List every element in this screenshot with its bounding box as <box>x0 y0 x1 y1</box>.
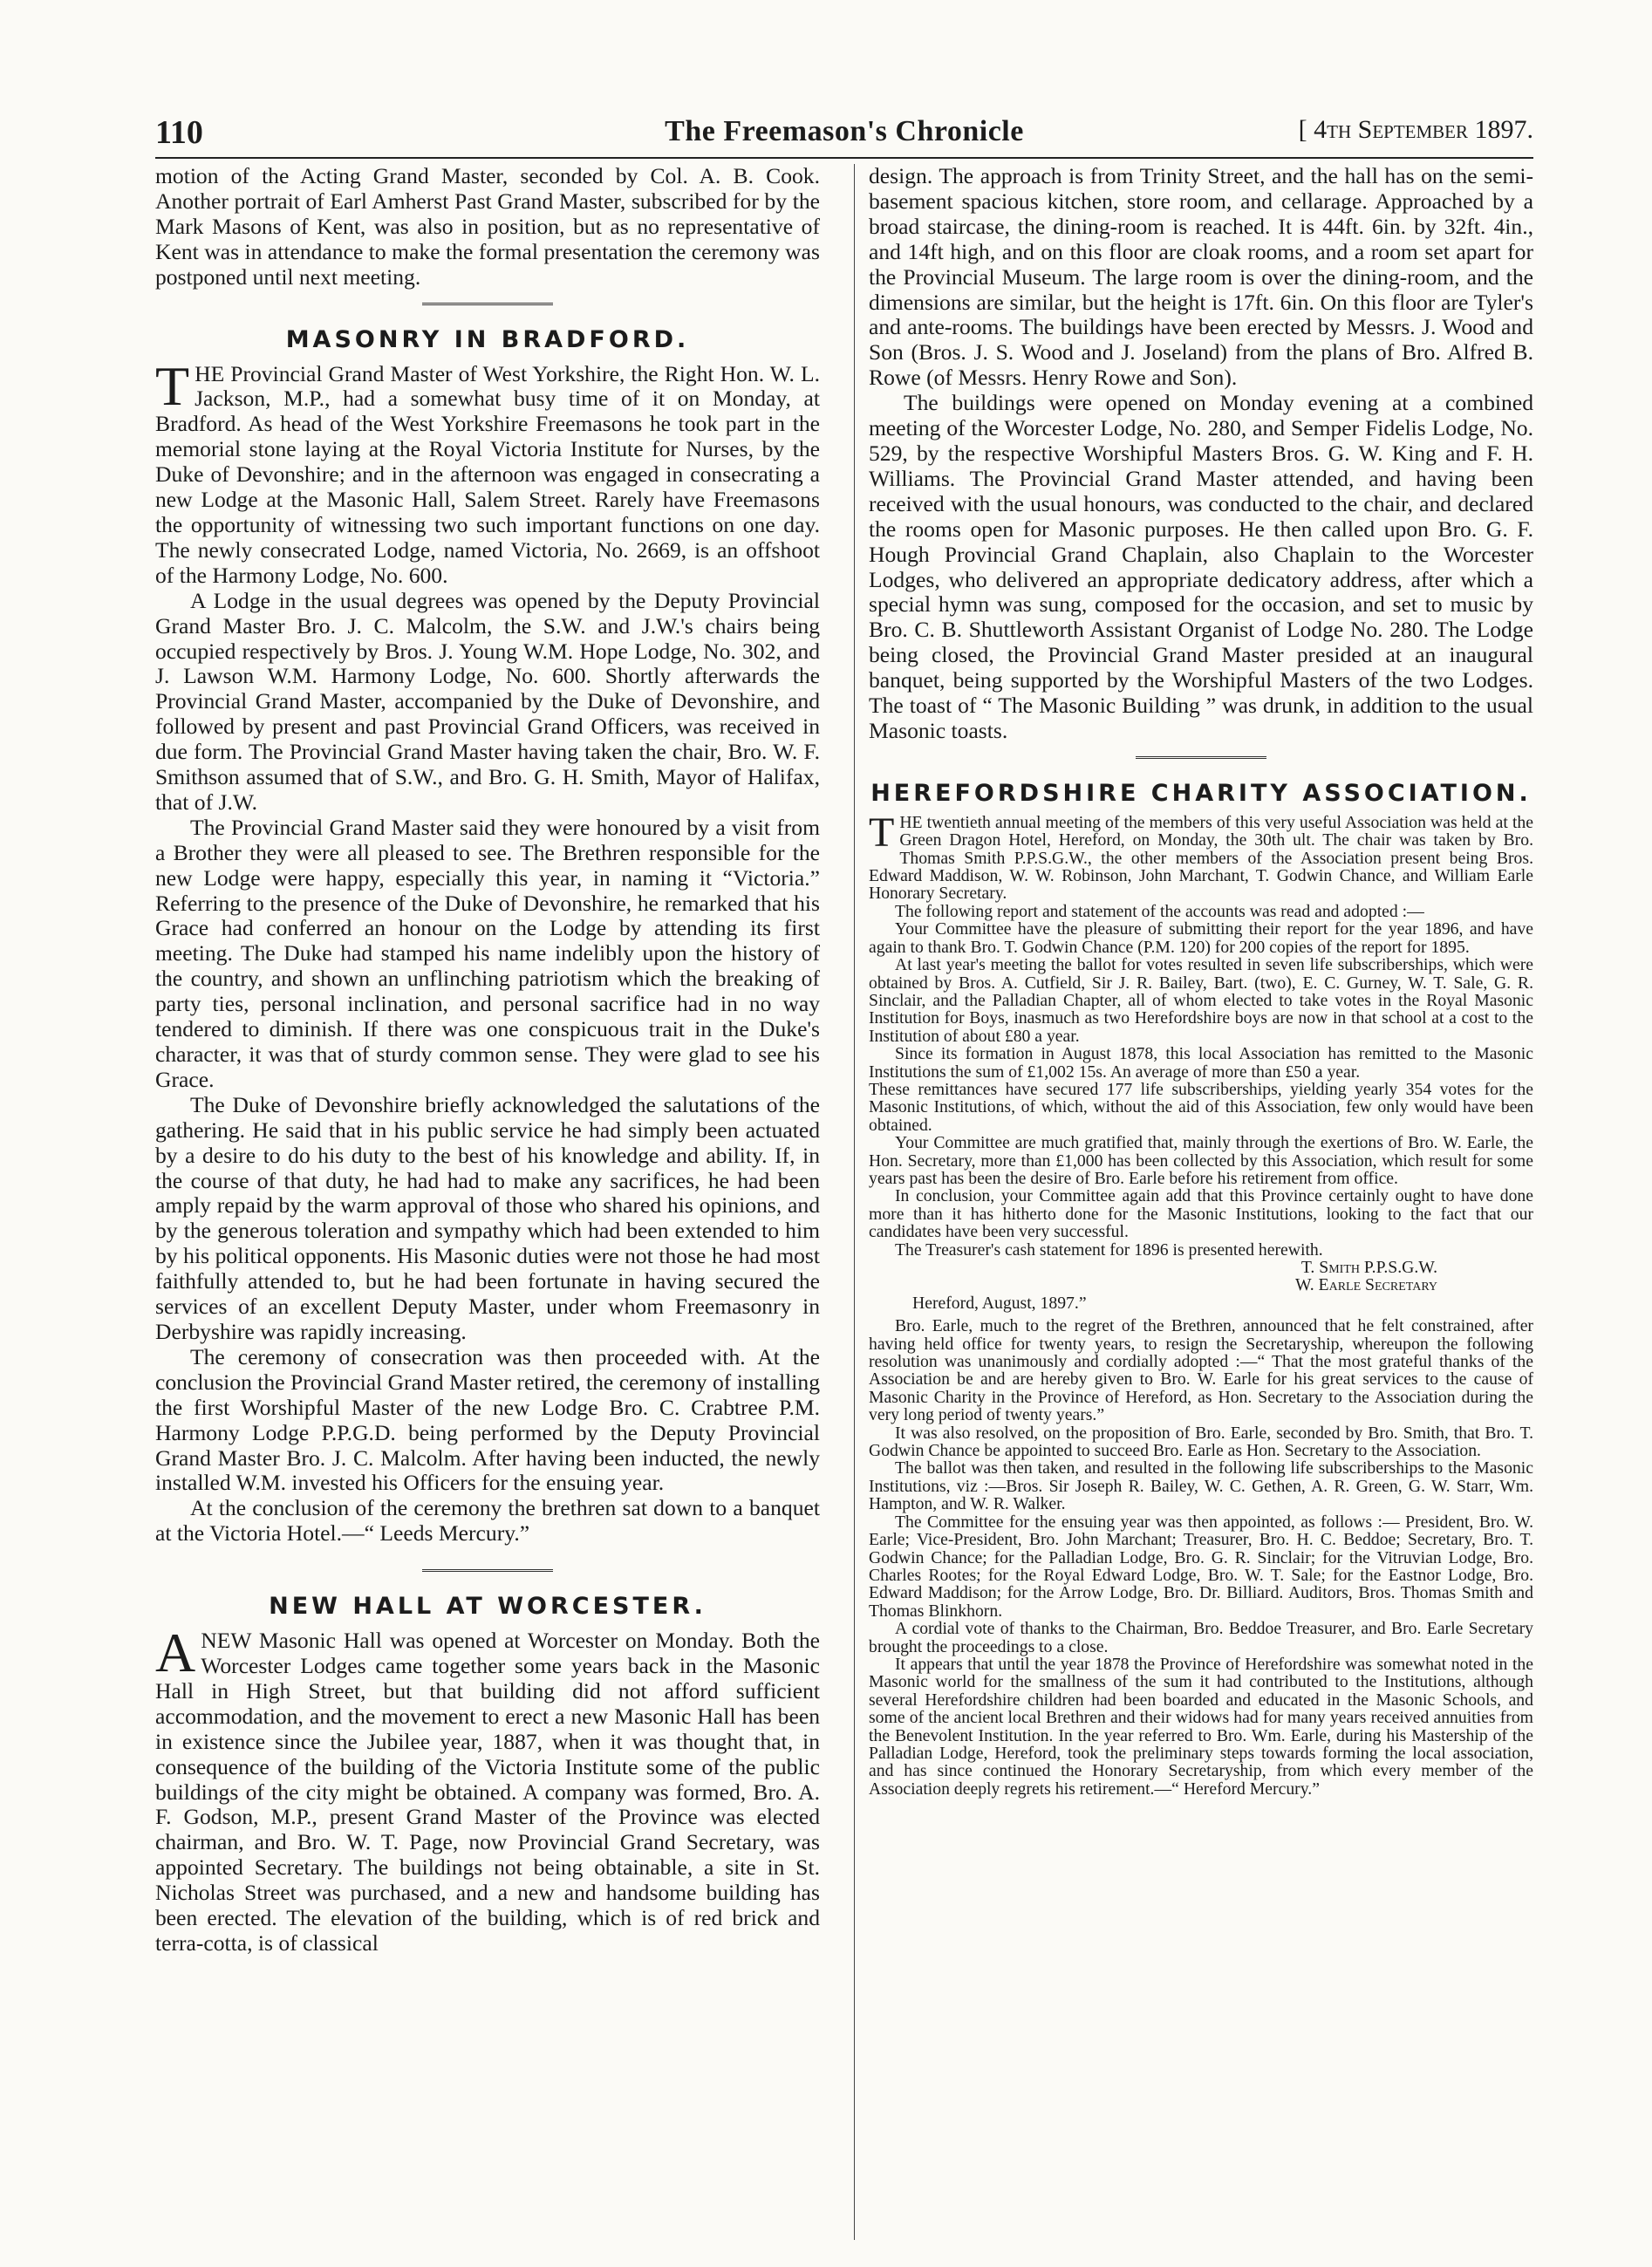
article-paragraph: It was also resolved, on the proposition of Bro. Earle, seconded by Bro. Smith, that Bro. T. Godwin Chance be appointed to succeed Bro. Earle as Hon. Secretary to the Association. <box>869 1423 1533 1461</box>
article-paragraph: At the conclusion of the ceremony the brethren sat down to a banquet at the Victoria Hotel.—“ Leeds Mercury.” <box>155 1495 820 1547</box>
masthead-title: The Freemason's Chronicle <box>665 115 1024 147</box>
continued-paragraph: design. The approach is from Trinity Street, and the hall has on the semi-basement spacious kitchen, store room, and cellarage. Approached by a broad staircase, the dining-room is reached. It is 44ft. 6in. by 32ft. 4in., and 14ft high, and on this floor are cloak rooms, and a room set apart for the Provincial Museum. The large room is over the dining-room, and the dimensions are similar, but the height is 17ft. 6in. On this floor are Tyler's and ante-rooms. The buildings have been erected by Messrs. J. Wood and Son (Bros. J. S. Wood and J. Joseland) from the plans of Bro. Alfred B. Rowe (of Messrs. Henry Rowe and Son). <box>869 163 1533 391</box>
continued-paragraph: motion of the Acting Grand Master, seconded by Col. A. B. Cook. Another portrait of Earl Amherst Past Grand Master, subscribed for by the Mark Masons of Kent, was also in position, but as no representative of Kent was in attendance to make the formal presentation the ceremony was postponed until next meeting. <box>155 163 820 290</box>
article-paragraph: The ceremony of consecration was then proceeded with. At the conclusion the Provincial Grand Master retired, the ceremony of installing the first Worshipful Master of the new Lodge Bro. C. Crabtree P.M. Harmony Lodge P.P.G.D. being performed by the Deputy Provincial Grand Master Bro. J. C. Malcolm. After having been inducted, the newly installed W.M. invested his Officers for the ensuing year. <box>155 1343 820 1496</box>
section-heading-worcester: NEW HALL AT WORCESTER. <box>269 1593 707 1621</box>
page-header <box>155 113 1533 157</box>
report-paragraph: At last year's meeting the ballot for votes resulted in seven life subscriberships, which were obtained by Bros. A. Cutfield, Sir J. R. Bailey, Bart. (two), E. C. Gurney, W. T. Sale, G. R. Sinclair, and the Palladian Chapter, all of whom elected to take votes in the Royal Masonic Institution for Boys, inasmuch as two Herefordshire boys are now in that school at a cost to the Institution of about £80 a year. <box>869 955 1533 1046</box>
section-heading-bradford: MASONRY IN BRADFORD. <box>285 325 690 353</box>
article-paragraph: The Duke of Devonshire briefly acknowledged the salutations of the gathering. He said that in his public service he had simply been actuated by a desire to do his duty to the best of his knowledge and ability. If, in the course of that duty, he had had to make any sacrifices, he had been amply repaid by the warm approval of those who shared his opinions, and by the generous toleration and sympathy which had been extended to him by his political opponents. His Masonic duties were not those he had most faithfully attended to, but he had been fortunate in having secured the services of an excellent Deputy Master, under whom Freemasonry in Derbyshire was rapidly increasing. <box>155 1091 820 1344</box>
article-paragraph: A Lodge in the usual degrees was opened by the Deputy Provincial Grand Master Bro. J. C. Malcolm, the S.W. and J.W.'s chairs being occupied respectively by Bros. J. Young W.M. Hope Lodge, No. 302, and J. Lawson W.M. Harmony Lodge, No. 600. Shortly afterwards the Provincial Grand Master, accompanied by the Duke of Devonshire, and followed by present and past Provincial Grand Officers, was received in due form. The Provincial Grand Master having taken the chair, Bro. W. F. Smithson assumed that of S.W., and Bro. G. H. Smith, Mayor of Halifax, that of J.W. <box>155 587 820 815</box>
issue-date: [ 4th September 1897. <box>1298 115 1533 144</box>
article-paragraph: The Committee for the ensuing year was then appointed, as follows :— President, Bro. W. Earle; Vice-President, Bro. John Marchant; Treasurer, Bro. H. C. Beddoe; Secretary, Bro. T. Godwin Chance; for the Palladian Lodge, Bro. G. R. Sinclair; for the Vitruvian Lodge, Bro. Charles Rootes; for the Royal Edward Lodge, Bro. W. T. Sale; for the Eastnor Lodge, Bro. Edward Maddison; for the Arrow Lodge, Bro. Dr. Billiard. Auditors, Bros. Thomas Smith and Thomas Blinkhorn. <box>869 1512 1533 1621</box>
page-number: 110 <box>155 114 203 151</box>
header-rule <box>155 157 1533 159</box>
article-paragraph: The ballot was then taken, and resulted in the following life subscriberships to the Masonic Institutions, viz :—Bros. Sir Joseph R. Bailey, W. C. Gethen, A. R. Green, G. W. Starr, Wm. Hampton, and W. R. Walker. <box>869 1458 1533 1514</box>
report-paragraph: Your Committee have the pleasure of submitting their report for the year 1896, and have again to thank Bro. T. Godwin Chance (P.M. 120) for 200 copies of the report for 1895. <box>869 919 1533 957</box>
article-paragraph: It appears that until the year 1878 the Province of Herefordshire was somewhat noted in the Masonic world for the smallness of the sum it had contributed to the Institutions, although several Herefordshire children had been boarded and educated in the Masonic Schools, and some of the ancient local Brethren and their widows had for many years received annuities from the Benevolent Institution. In the year referred to Bro. Wm. Earle, during his Mastership of the Palladian Lodge, Hereford, took the preliminary steps towards forming the local association, and has since continued the Honorary Secretaryship, from which every member of the Association deeply regrets his retirement.—“ Hereford Mercury.” <box>869 1654 1533 1799</box>
article-paragraph: The buildings were opened on Monday evening at a combined meeting of the Worcester Lodge, No. 280, and Semper Fidelis Lodge, No. 529, by the respective Worshipful Masters Bros. G. W. King and F. H. Williams. The Provincial Grand Master attended, and having been received with the usual honours, was conducted to the chair, and declared the rooms open for Masonic purposes. He then called upon Bro. G. F. Hough Provincial Grand Chaplain, also Chaplain to the Worcester Lodges, who delivered an appropriate dedicatory address, after which a special hymn was sung, composed for the occasion, and set to music by Bro. C. B. Shuttleworth Assistant Organist of Lodge No. 280. The Lodge being closed, the Provincial Grand Master presided at an inaugural banquet, being supported by the Worshipful Masters of the two Lodges. The toast of “ The Masonic Building ” was drunk, in addition to the usual Masonic toasts. <box>869 390 1533 743</box>
report-paragraph: The Treasurer's cash statement for 1896 is presented herewith. <box>895 1239 1323 1260</box>
drop-cap: A <box>155 1622 196 1684</box>
article-text: HE Provincial Grand Master of West Yorkshire, the Right Hon. W. L. Jackson, M.P., had a somewhat busy time of it on Monday, at Bradford. As head of the West Yorkshire Freemasons he took part in the memorial stone laying at the Royal Victoria Institute for Nurses, by the Duke of Devonshire; and in the afternoon was engaged in consecrating a new Lodge at the Masonic Hall, Salem Street. Rarely have Freemasons the opportunity of witnessing two such important functions on one day. The newly consecrated Lodge, named Victoria, No. 2669, is an offshoot of the Harmony Lodge, No. 600. <box>155 360 820 588</box>
article-text: HE twentieth annual meeting of the members of this very useful Association was held at the Green Dragon Hotel, Hereford, on Monday, the 30th ult. The chair was taken by Bro. Thomas Smith P.P.S.G.W., the other members of the Association present being Bros. Edward Maddison, W. W. Robinson, John Marchant, T. Godwin Chance, and William Earle Honorary Secretary. <box>869 812 1533 904</box>
dateline: Hereford, August, 1897.” <box>912 1293 1087 1313</box>
report-paragraph: These remittances have secured 177 life subscriberships, yielding yearly 354 votes for the Masonic Institutions, of which, without the aid of this Association, few only would have been obtained. <box>869 1079 1533 1135</box>
section-separator <box>1136 756 1266 762</box>
left-column <box>155 164 820 1956</box>
section-separator <box>422 303 553 309</box>
report-paragraph: In conclusion, your Committee again add that this Province certainly ought to have done more than it has hitherto done for the Masonic Institutions, looking to the fact that our candidates have been very successful. <box>869 1186 1533 1242</box>
article-paragraph: The following report and statement of the accounts was read and adopted :— <box>895 901 1424 921</box>
drop-cap: T <box>869 809 895 856</box>
article-paragraph <box>155 354 820 589</box>
article-paragraph <box>155 1622 820 1956</box>
drop-cap: T <box>155 354 190 417</box>
article-paragraph: Bro. Earle, much to the regret of the Brethren, announced that he felt constrained, after having held office for twenty years, to resign the Secretaryship, whereupon the following resolution was unanimously and cordially adopted :—“ That the most grateful thanks of the Association be and are hereby given to Bro. W. Earle for his great services to the cause of Masonic Charity in the Province of Hereford, as Hon. Secretary to the Association during the very long period of twenty years.” <box>869 1316 1533 1425</box>
column-divider <box>854 164 855 2240</box>
section-separator <box>422 1569 553 1575</box>
article-text: NEW Masonic Hall was opened at Worcester on Monday. Both the Worcester Lodges came together some years back in the Masonic Hall in High Street, but that building did not afford sufficient accommodation, and the movement to erect a new Masonic Hall has been in existence since the Jubilee year, 1887, when it was thought that, in consequence of the building of the Victoria Institute some of the public buildings of the city might be obtained. A company was formed, Bro. A. F. Godson, M.P., present Grand Master of the Province was elected chairman, and Bro. W. T. Page, now Provincial Grand Secretary, was appointed Secretary. The buildings not being obtainable, a site in St. Nicholas Street was purchased, and a new and handsome building has been erected. The elevation of the building, which is of red brick and terra-cotta, is of classical <box>155 1628 820 1956</box>
report-paragraph: Your Committee are much gratified that, mainly through the exertions of Bro. W. Earle, the Hon. Secretary, more than £1,000 has been collected by this Association, which result for some years past has been the desire of Bro. Earle before his retirement from office. <box>869 1133 1533 1188</box>
section-heading-hereford: HEREFORDSHIRE CHARITY ASSOCIATION. <box>870 779 1532 807</box>
signature-line: T. Smith P.P.S.G.W. <box>1300 1258 1437 1277</box>
article-paragraph: A cordial vote of thanks to the Chairman, Bro. Beddoe Treasurer, and Bro. Earle Secretary brought the proceedings to a close. <box>869 1619 1533 1656</box>
report-paragraph: Since its formation in August 1878, this local Association has remitted to the Masonic Institutions the sum of £1,002 15s. An average of more than £50 a year. <box>869 1044 1533 1082</box>
article-paragraph: The Provincial Grand Master said they were honoured by a visit from a Brother they were all pleased to see. The Brethren responsible for the new Lodge were happy, especially this year, in naming it “Victoria.” Referring to the presence of the Duke of Devonshire, he remarked that his Grace had conferred an honour on the Lodge by attending its first meeting. The Duke had stamped his name indelibly upon the history of the country, and shown an unflinching patriotism which the breaking of party ties, personal inclination, and personal sacrifice had in no way tendered to diminish. If there was one conspicuous trait in the Duke's character, it was that of sturdy common sense. They were glad to see his Grace. <box>155 814 820 1092</box>
signature-line: W. Earle Secretary <box>1294 1275 1437 1295</box>
right-column <box>869 164 1533 1798</box>
article-paragraph <box>869 809 1533 904</box>
